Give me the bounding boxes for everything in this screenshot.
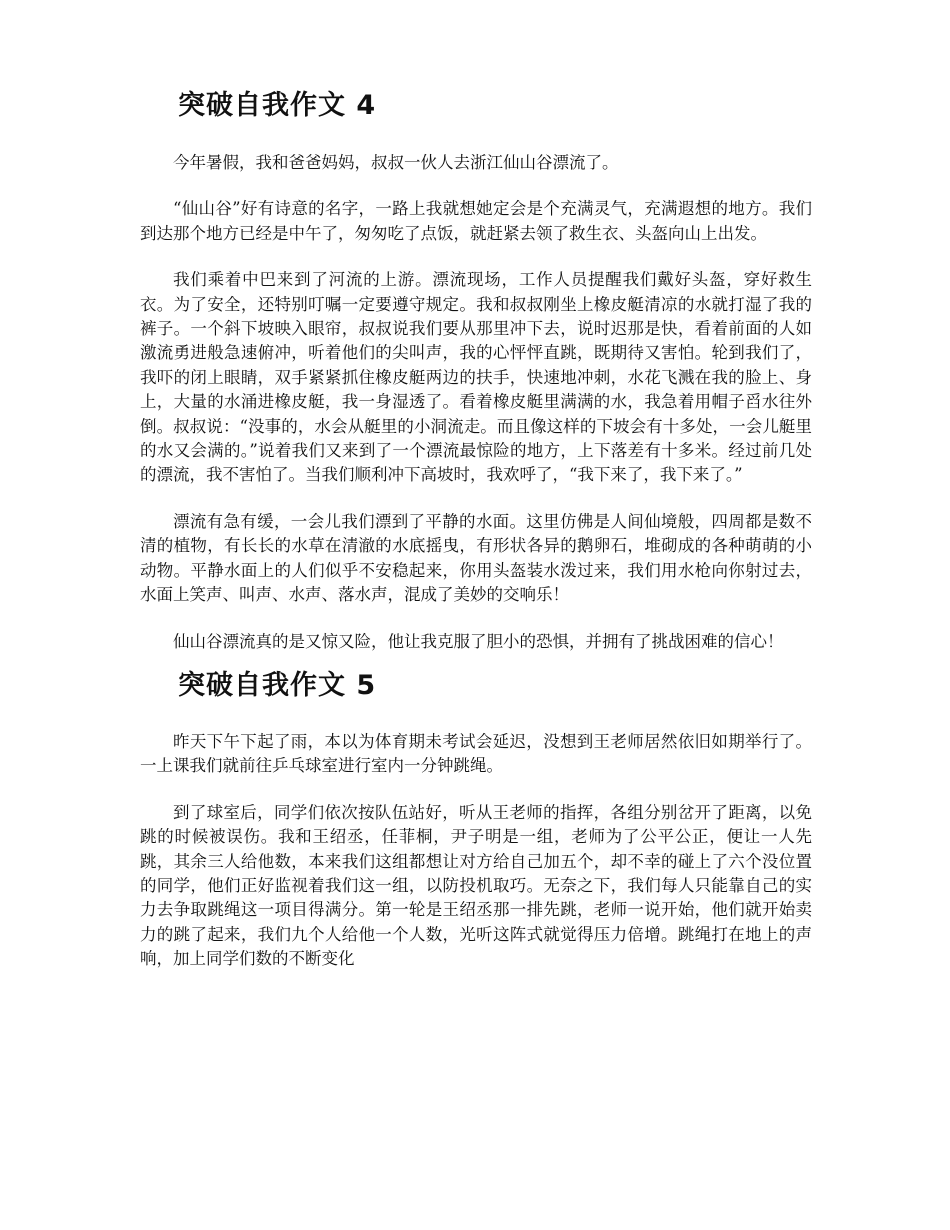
essay-paragraph: 到了球室后，同学们依次按队伍站好，听从王老师的指挥，各组分别岔开了距离，以免跳的时候被误伤。我和王绍丞，任菲桐，尹子明是一组，老师为了公平公正，便让一人先跳，其余三人给他数，本来我们这组都想让对方给自己加五个，却不幸的碰上了六个没位置的同学，他们正好监视着我们这一组，以防投机取巧。无奈之下，我们每人只能靠自己的实力去争取跳绳这一项目得满分。第一轮是王绍丞那一排先跳，老师一说开始，他们就开始卖力的跳了起来，我们九个人给他一个人数，光听这阵式就觉得压力倍增。跳绳打在地上的声响，加上同学们数的不断变化 bbox=[140, 802, 812, 969]
paragraph-gap bbox=[140, 779, 812, 801]
essay-paragraph: 今年暑假，我和爸爸妈妈，叔叔一伙人去浙江仙山谷漂流了。 bbox=[173, 153, 619, 172]
paragraph-gap bbox=[140, 246, 812, 268]
essay-section-4 bbox=[140, 86, 812, 654]
document-content bbox=[140, 86, 812, 972]
essay-paragraph: 仙山谷漂流真的是又惊又险，他让我克服了胆小的恐惧，并拥有了挑战困难的信心！ bbox=[173, 631, 784, 651]
paragraph-gap bbox=[140, 608, 812, 630]
essay-paragraph: 我们乘着中巴来到了河流的上游。漂流现场，工作人员提醒我们戴好头盔，穿好救生衣。为了安全，还特别叮嘱一定要遵守规定。我和叔叔刚坐上橡皮艇清凉的水就打湿了我的裤子。一个斜下坡映入眼帘，叔叔说我们要从那里冲下去，说时迟那是快，看着前面的人如激流勇进般急速俯冲，听着他们的尖叫声，我的心怦怦直跳，既期待又害怕。轮到我们了，我吓的闭上眼睛，双手紧紧抓住橡皮艇两边的扶手，快速地冲刺，水花飞溅在我的脸上、身上，大量的水涌进橡皮艇，我一身湿透了。看着橡皮艇里满满的水，我急着用帽子舀水往外倒。叔叔说：“没事的，水会从艇里的小洞流走。而且像这样的下坡会有十多处，一会儿艇里的水又会满的。”说着我们又来到了一个漂流最惊险的地方，上下落差有十多米。经过前几处的漂流，我不害怕了。当我们顺利冲下高坡时，我欢呼了，“我下来了，我下来了。” bbox=[140, 270, 812, 485]
paragraph-gap bbox=[140, 488, 812, 510]
essay-section-5 bbox=[140, 666, 812, 972]
essay-heading: 突破自我作文 4 bbox=[178, 90, 377, 121]
paragraph-gap bbox=[140, 175, 812, 197]
essay-paragraph: 漂流有急有缓，一会儿我们漂到了平静的水面。这里仿佛是人间仙境般，四周都是数不清的植物，有长长的水草在清澈的水底摇曳，有形状各异的鹅卵石，堆砌成的各种萌萌的小动物。平静水面上的人们似乎不安稳起来，你用头盔装水泼过来，我们用水枪向你射过去，水面上笑声、叫声、水声、落水声，混成了美妙的交响乐！ bbox=[140, 511, 812, 605]
essay-paragraph: 昨天下午下起了雨，本以为体育期未考试会延迟，没想到王老师居然依旧如期举行了。一上课我们就前往乒乓球室进行室内一分钟跳绳。 bbox=[140, 731, 812, 776]
essay-paragraph: “仙山谷”好有诗意的名字，一路上我就想她定会是个充满灵气，充满遐想的地方。我们到达那个地方已经是中午了，匆匆吃了点饭，就赶紧去领了救生衣、头盔向山上出发。 bbox=[140, 199, 812, 243]
essay-heading: 突破自我作文 5 bbox=[178, 669, 377, 701]
